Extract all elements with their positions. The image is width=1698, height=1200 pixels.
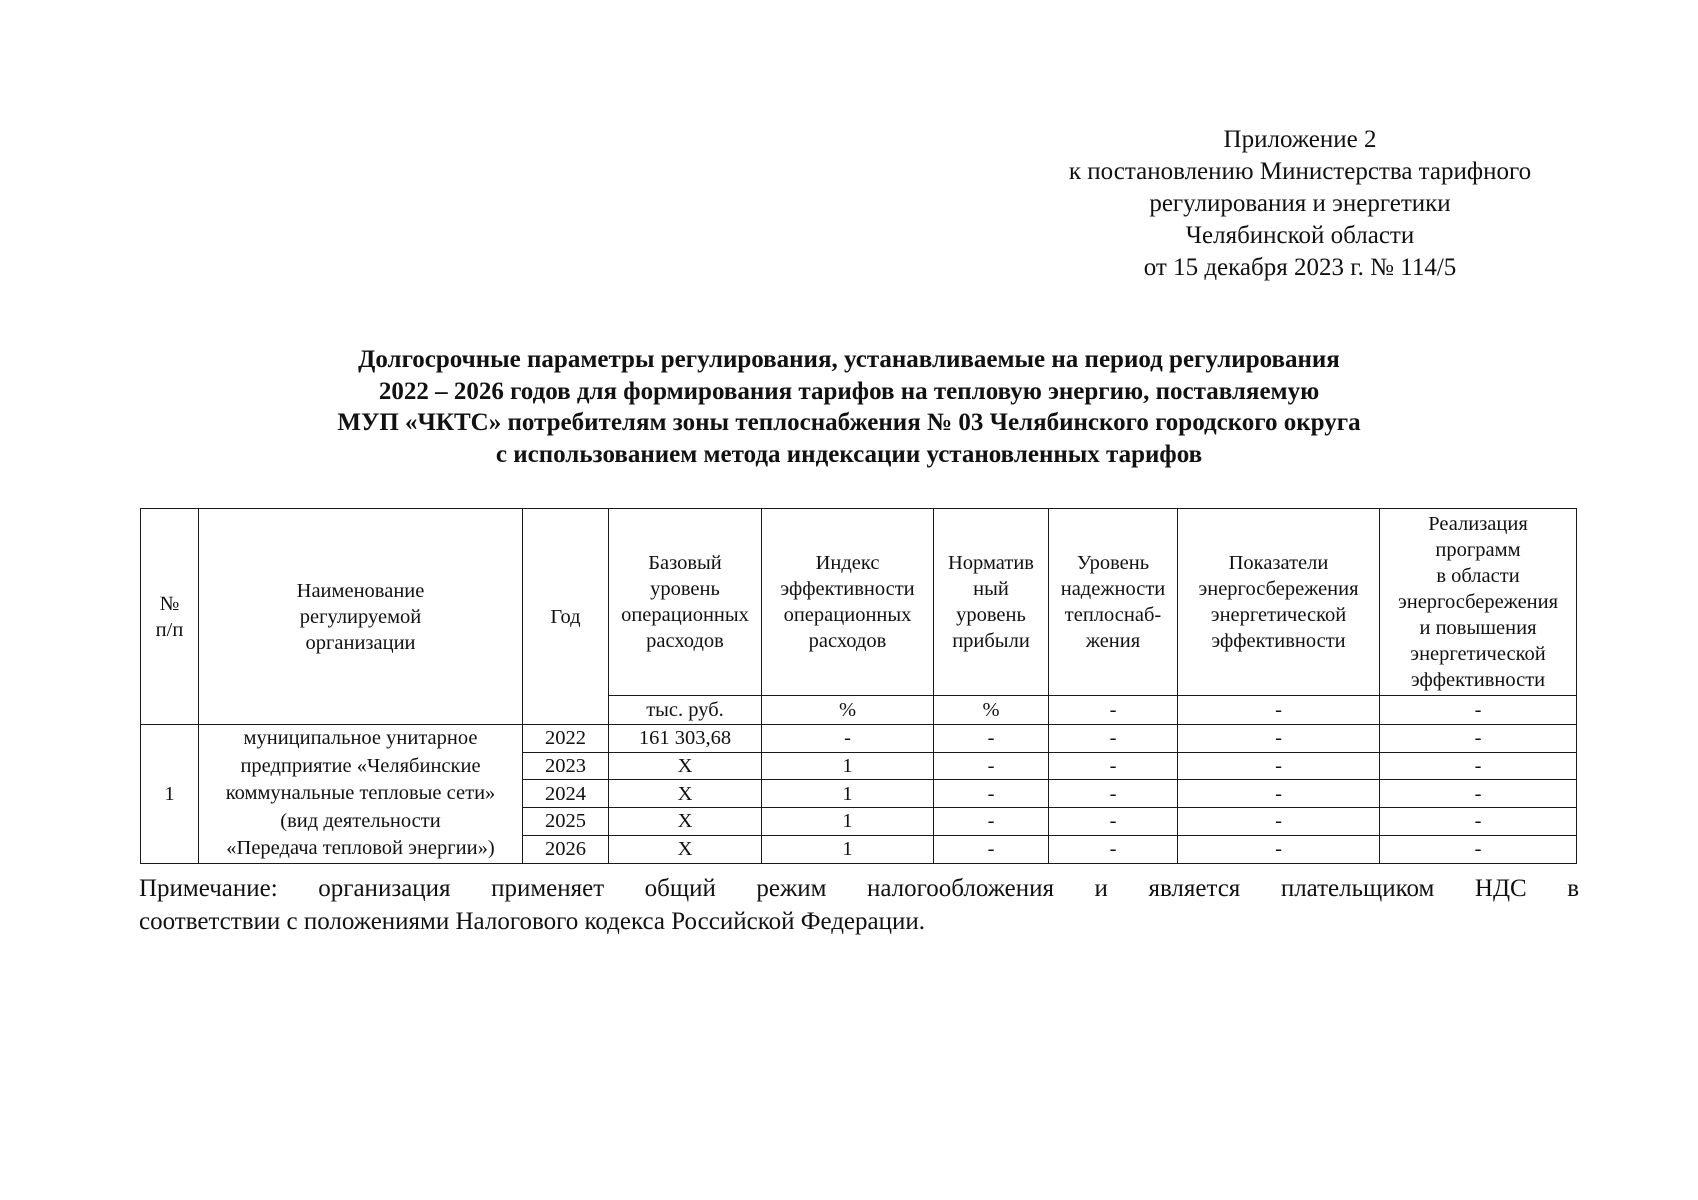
unit-energy-saving: - [1178, 696, 1380, 725]
header-line: в области [1436, 565, 1520, 587]
appendix-header [1000, 124, 1600, 284]
cell-profit-level: - [934, 780, 1049, 808]
cell-reliability: - [1049, 725, 1178, 753]
unit-profit: % [934, 696, 1049, 725]
unit-index: % [762, 696, 934, 725]
header-base-level [609, 509, 762, 696]
header-line: Показатели [1228, 552, 1329, 574]
header-line: программ [1435, 539, 1521, 561]
header-line: жения [1085, 630, 1141, 652]
header-line: Базовый [648, 552, 722, 574]
cell-energy-saving: - [1178, 808, 1380, 836]
entry-number: 1 [141, 725, 199, 864]
header-num [141, 509, 199, 725]
header-profit-level [934, 509, 1049, 696]
cell-profit-level: - [934, 808, 1049, 836]
header-line: Уровень [1076, 552, 1150, 574]
note-line: Примечание: организация применяет общий режим налогообложения и является плательщиком НДС в [139, 875, 1579, 902]
title-line: с использованием метода индексации установленных тарифов [495, 440, 1203, 468]
header-line: расходов [646, 630, 724, 652]
header-line: Наименование [296, 579, 425, 602]
cell-efficiency-index: - [762, 725, 934, 753]
title-line: 2022 – 2026 годов для формирования тарифов на тепловую энергию, поставляемую [378, 377, 1320, 405]
appendix-line: к постановлению Министерства тарифного [1068, 158, 1532, 185]
cell-profit-level: - [934, 835, 1049, 863]
unit-base: тыс. руб. [609, 696, 762, 725]
cell-efficiency-index: 1 [762, 752, 934, 780]
header-line: Норматив [947, 552, 1034, 574]
appendix-line: Приложение 2 [1223, 126, 1377, 153]
header-year [523, 509, 609, 725]
header-line: энергосбережения [1397, 591, 1559, 613]
cell-profit-level: - [934, 752, 1049, 780]
organization-name [199, 725, 523, 864]
cell-base-level: X [609, 752, 762, 780]
cell-energy-saving: - [1178, 780, 1380, 808]
header-line: уровень [956, 604, 1026, 626]
header-line: № [159, 592, 180, 615]
title-line: МУП «ЧКТС» потребителям зоны теплоснабжения № 03 Челябинского городского округа [337, 409, 1361, 436]
header-line: Реализация [1428, 513, 1528, 535]
header-line: и повышения [1419, 617, 1537, 639]
title-line: Долгосрочные параметры регулирования, устанавливаемые на период регулирования [358, 346, 1340, 373]
org-line: муниципальное унитарное [243, 727, 478, 749]
cell-reliability: - [1049, 835, 1178, 863]
header-line: организации [305, 631, 416, 654]
header-line: прибыли [952, 630, 1030, 652]
cell-year: 2022 [523, 725, 609, 753]
header-line: энергетической [1210, 604, 1347, 626]
cell-programs: - [1380, 752, 1577, 780]
header-reliability [1049, 509, 1178, 696]
header-line: операционных [783, 604, 912, 626]
table-row [141, 725, 1577, 753]
document-title [200, 344, 1498, 470]
header-energy-saving [1178, 509, 1380, 696]
header-line: ный [973, 578, 1009, 600]
header-programs [1380, 509, 1577, 696]
header-organization [199, 509, 523, 725]
footnote [139, 872, 1579, 938]
cell-energy-saving: - [1178, 725, 1380, 753]
cell-base-level: X [609, 835, 762, 863]
cell-base-level: X [609, 780, 762, 808]
table-header-row [141, 509, 1577, 696]
cell-year: 2023 [523, 752, 609, 780]
note-line: соответствии с положениями Налогового кодекса Российской Федерации. [139, 908, 926, 935]
cell-programs: - [1380, 808, 1577, 836]
cell-reliability: - [1049, 808, 1178, 836]
cell-profit-level: - [934, 725, 1049, 753]
header-line: Индекс [815, 552, 880, 574]
cell-reliability: - [1049, 780, 1178, 808]
header-line: энергосбережения [1198, 578, 1359, 600]
org-line: «Передача тепловой энергии») [226, 837, 495, 859]
org-line: предприятие «Челябинские [240, 754, 481, 777]
cell-efficiency-index: 1 [762, 780, 934, 808]
org-line: (вид деятельности [280, 809, 441, 832]
appendix-line: Челябинской области [1185, 222, 1415, 249]
header-line: п/п [155, 618, 184, 641]
cell-base-level: X [609, 808, 762, 836]
cell-year: 2026 [523, 835, 609, 863]
header-line: Год [550, 605, 581, 628]
appendix-line: от 15 декабря 2023 г. № 114/5 [1143, 254, 1457, 281]
header-line: энергетической [1410, 643, 1546, 665]
cell-programs: - [1380, 835, 1577, 863]
cell-efficiency-index: 1 [762, 835, 934, 863]
unit-programs: - [1380, 696, 1577, 725]
cell-energy-saving: - [1178, 835, 1380, 863]
header-efficiency-index [762, 509, 934, 696]
header-line: регулируемой [299, 605, 422, 628]
cell-efficiency-index: 1 [762, 808, 934, 836]
header-line: эффективности [1211, 630, 1346, 652]
unit-reliability: - [1049, 696, 1178, 725]
header-line: расходов [808, 630, 887, 652]
appendix-line: регулирования и энергетики [1149, 190, 1451, 217]
cell-programs: - [1380, 725, 1577, 753]
header-line: надежности [1060, 578, 1166, 600]
parameters-table [140, 508, 1577, 864]
cell-energy-saving: - [1178, 752, 1380, 780]
cell-year: 2025 [523, 808, 609, 836]
header-line: теплоснаб- [1064, 604, 1162, 626]
header-line: операционных [621, 604, 749, 626]
cell-programs: - [1380, 780, 1577, 808]
cell-base-level: 161 303,68 [609, 725, 762, 753]
header-line: эффективности [1410, 669, 1546, 691]
cell-reliability: - [1049, 752, 1178, 780]
org-line: коммунальные тепловые сети» [225, 782, 496, 804]
cell-year: 2024 [523, 780, 609, 808]
header-line: эффективности [780, 578, 915, 600]
header-line: уровень [650, 578, 720, 600]
